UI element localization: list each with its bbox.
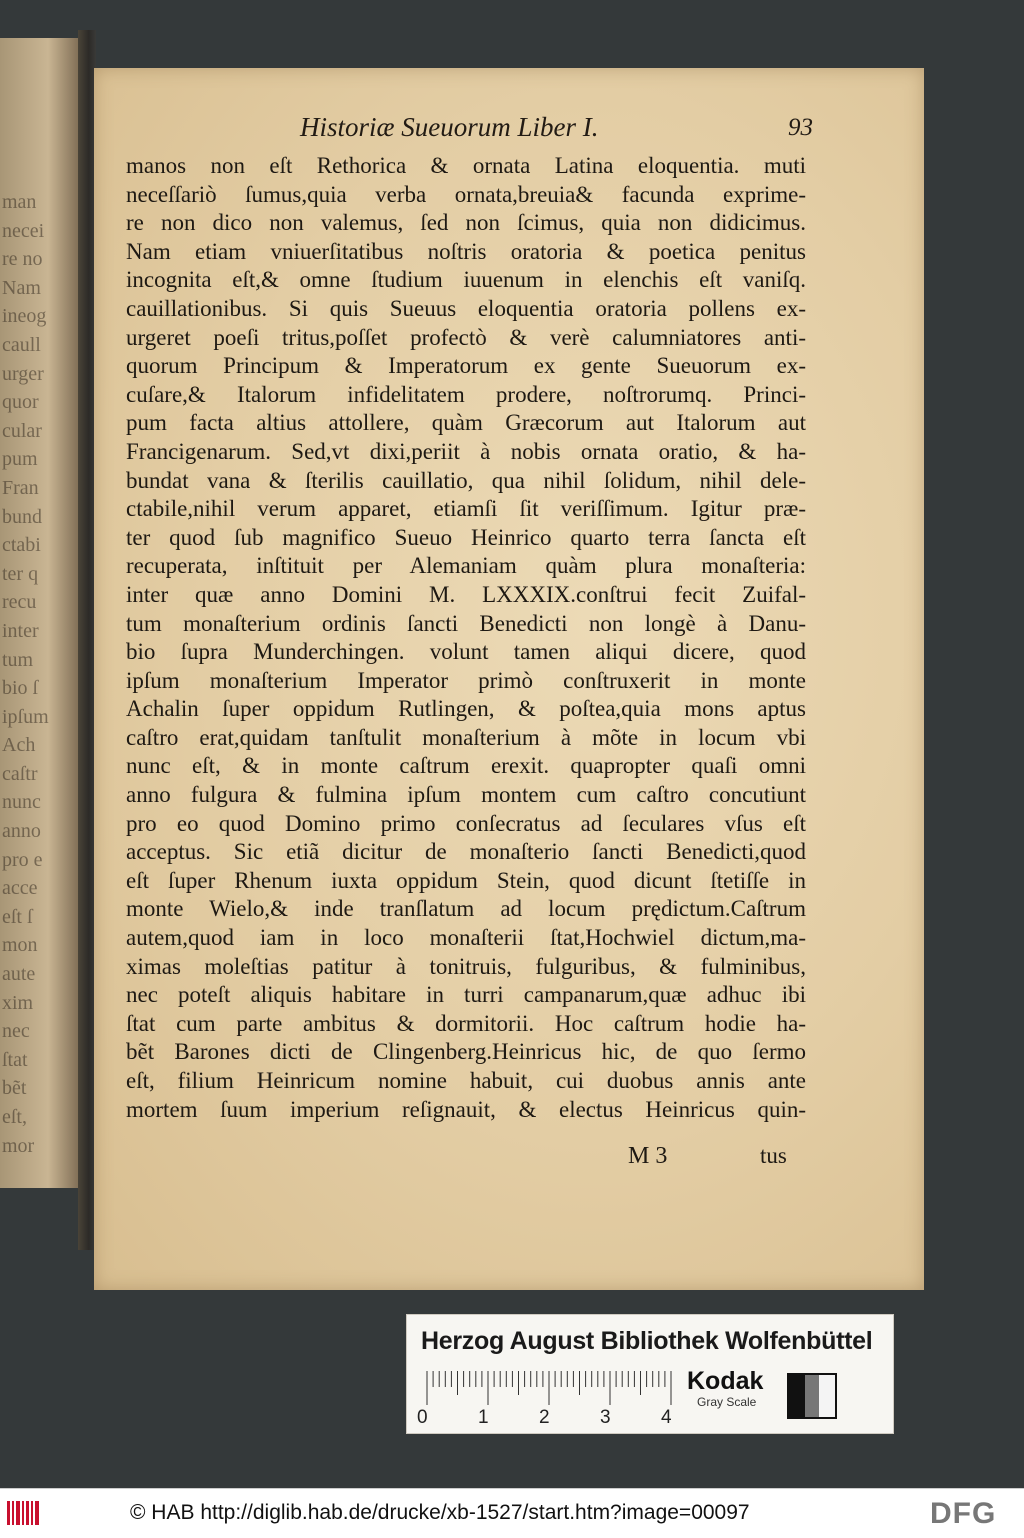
previous-page-fragment: ter q (2, 562, 39, 585)
previous-page-fragment: eſt ſ (2, 905, 33, 928)
ruler-number: 0 (417, 1407, 428, 1428)
previous-page-fragment: pro e (2, 848, 43, 871)
previous-page-edge (0, 38, 80, 1188)
previous-page-fragment: urger (2, 362, 44, 385)
footer-bar (0, 1488, 1024, 1538)
previous-page-fragment: inter (2, 619, 39, 642)
text-line: Francigenarum. Sed,vt dixi,periit à nobis ornata oratio, & ha- (126, 438, 806, 464)
previous-page-fragment: nec (2, 1020, 30, 1043)
previous-page-fragment: ctabi (2, 534, 41, 557)
kodak-logo: Kodak (687, 1367, 764, 1395)
gray-scale-label: Gray Scale (697, 1395, 757, 1409)
previous-page-fragment: re no (2, 248, 43, 271)
text-line: ximas moleſtias patitur à tonitruis, fulguribus, & fulminibus, (126, 953, 806, 979)
previous-page-fragment: recu (2, 591, 37, 614)
ruler-number: 1 (478, 1407, 489, 1428)
text-line: manos non eſt Rethorica & ornata Latina eloquentia. muti (126, 153, 806, 178)
text-line: cuſare,& Italorum infidelitatem prodere, noſtrorumq. Princi- (126, 381, 806, 407)
ruler-scale (425, 1371, 677, 1407)
ruler-number: 4 (661, 1407, 672, 1428)
previous-page-fragment: Ach (2, 734, 36, 757)
text-line: tum monaſterium ordinis ſancti Benedicti non longè à Danu- (126, 610, 806, 636)
previous-page-fragment: necei (2, 219, 45, 242)
text-line: pro eo quod Domino primo conſecratus ad ſeculares vſus eſt (126, 810, 806, 836)
text-line: pum facta altius attollere, quàm Græcorum aut Italorum aut (126, 410, 806, 436)
previous-page-fragment: mor (2, 1134, 35, 1157)
previous-page-fragment: acce (2, 877, 38, 900)
previous-page-fragment: quor (2, 391, 39, 414)
previous-page-fragment: mon (2, 934, 38, 957)
text-line: autem,quod iam in loco monaſterii ſtat,Hochwiel dictum,ma- (126, 925, 806, 951)
source-credit: © HAB http://diglib.hab.de/drucke/xb-1527/start.htm?image=00097 (130, 1501, 750, 1524)
text-line: recuperata, inſtituit per Alemaniam quàm plura monaſteria: (126, 553, 806, 579)
text-line: caſtro erat,quidam tanſtulit monaſterium à mõte in locum vbi (126, 724, 806, 750)
text-line: Nam etiam vniuerſitatibus noſtris oratoria & poetica penitus (126, 238, 806, 264)
black-patch (789, 1375, 805, 1417)
color-target-card (406, 1314, 894, 1434)
text-line: nunc eſt, & in monte caſtrum erexit. quapropter quaſi omni (126, 753, 806, 779)
signature-mark: M 3 (628, 1143, 668, 1169)
text-line: inter quæ anno Domini M. LXXXIX.conſtrui fecit Zuifal- (126, 581, 806, 607)
previous-page-fragment: bio ſ (2, 677, 39, 700)
text-line: cauillationibus. Si quis Sueuus eloquentia oratoria pollens ex- (126, 295, 806, 321)
text-line: eſt ſuper Rhenum iuxta oppidum Stein, quod dicunt ſtetiſſe in (126, 867, 806, 893)
previous-page-text (2, 188, 74, 1160)
previous-page-fragment: Nam (2, 276, 41, 299)
page-number: 93 (788, 114, 813, 141)
gray-scale-patches (787, 1373, 837, 1419)
ruler-labels (417, 1407, 677, 1431)
white-patch (819, 1375, 835, 1417)
ruler-number: 3 (600, 1407, 611, 1428)
text-line: nec poteſt aliquis habitare in turri campanarum,quæ adhuc ibi (126, 982, 806, 1008)
previous-page-fragment: tum (2, 648, 34, 671)
previous-page-fragment: nunc (2, 791, 41, 814)
text-line: bundat vana & ſterilis cauillatio, qua nihil ſolidum, nihil dele- (126, 467, 806, 493)
text-line: quorum Principum & Imperatorum ex gente Sueuorum ex- (126, 353, 806, 379)
previous-page-fragment: ſtat (2, 1048, 28, 1071)
catchword: tus (760, 1143, 787, 1168)
previous-page-fragment: caull (2, 333, 41, 356)
text-line: Achalin ſuper oppidum Rutlingen, & poſtea,quia mons aptus (126, 696, 806, 722)
text-line: neceſſariò ſumus,quia verba ornata,breuia& facunda exprime- (126, 181, 806, 207)
previous-page-fragment: ineog (2, 305, 47, 328)
text-line: mortem ſuum imperium reſignauit, & electus Heinricus quin- (126, 1096, 806, 1122)
text-line: incognita eſt,& omne ſtudium iuuenum in elenchis eſt vaniſq. (126, 267, 806, 293)
text-line: acceptus. Sic etiã dicitur de monaſterio ſancti Benedicti,quod (126, 839, 806, 865)
previous-page-fragment: aute (2, 963, 36, 986)
gray-patch (805, 1375, 819, 1417)
previous-page-fragment: bund (2, 505, 42, 528)
previous-page-fragment: Fran (2, 476, 39, 499)
text-line: re non dico non valemus, ſed non ſcimus, quia non didicimus. (126, 210, 806, 236)
running-header: Historiæ Sueuorum Liber I. (300, 112, 599, 142)
text-line: ſtat cum parte ambitus & dormitorii. Hoc caſtrum hodie ha- (126, 1010, 806, 1036)
text-line: eſt, filium Heinricum nomine habuit, cui duobus annis ante (126, 1068, 806, 1093)
text-line: anno fulgura & fulmina ipſum montem cum caſtro concutiunt (126, 782, 806, 808)
dfg-logo: DFG (930, 1497, 997, 1530)
text-line: bẽt Barones dicti de Clingenberg.Heinricus hic, de quo ſermo (126, 1039, 806, 1065)
previous-page-fragment: eſt, (2, 1106, 27, 1128)
body-text (126, 152, 806, 1124)
previous-page-fragment: bẽt (2, 1077, 27, 1100)
ruler-number: 2 (539, 1407, 550, 1428)
previous-page-fragment: ipſum (2, 705, 49, 728)
text-line: ter quod ſub magnifico Sueuo Heinrico quarto terra ſancta eſt (126, 524, 806, 550)
previous-page-fragment: caſtr (2, 762, 38, 785)
previous-page-fragment: xim (2, 991, 34, 1014)
previous-page-fragment: cular (2, 419, 42, 442)
previous-page-fragment: anno (2, 820, 41, 843)
previous-page-fragment: pum (2, 448, 38, 471)
text-line: urgeret poeſi tritus,poſſet profectò & verè calumniatores anti- (126, 324, 806, 350)
text-line: monte Wielo,& inde tranſlatum ad locum prędictum.Caſtrum (126, 896, 806, 922)
text-line: bio ſupra Munderchingen. volunt tamen aliqui dicere, quod (126, 639, 806, 665)
library-name: Herzog August Bibliothek Wolfenbüttel (421, 1327, 873, 1355)
text-line: ctabile,nihil verum apparet, etiamſi ſit veriſſimum. Igitur præ- (126, 496, 806, 522)
text-line: ipſum monaſterium Imperator primò conſtruxerit in monte (126, 667, 806, 693)
previous-page-fragment: man (2, 191, 37, 213)
barcode-icon (6, 1499, 42, 1527)
